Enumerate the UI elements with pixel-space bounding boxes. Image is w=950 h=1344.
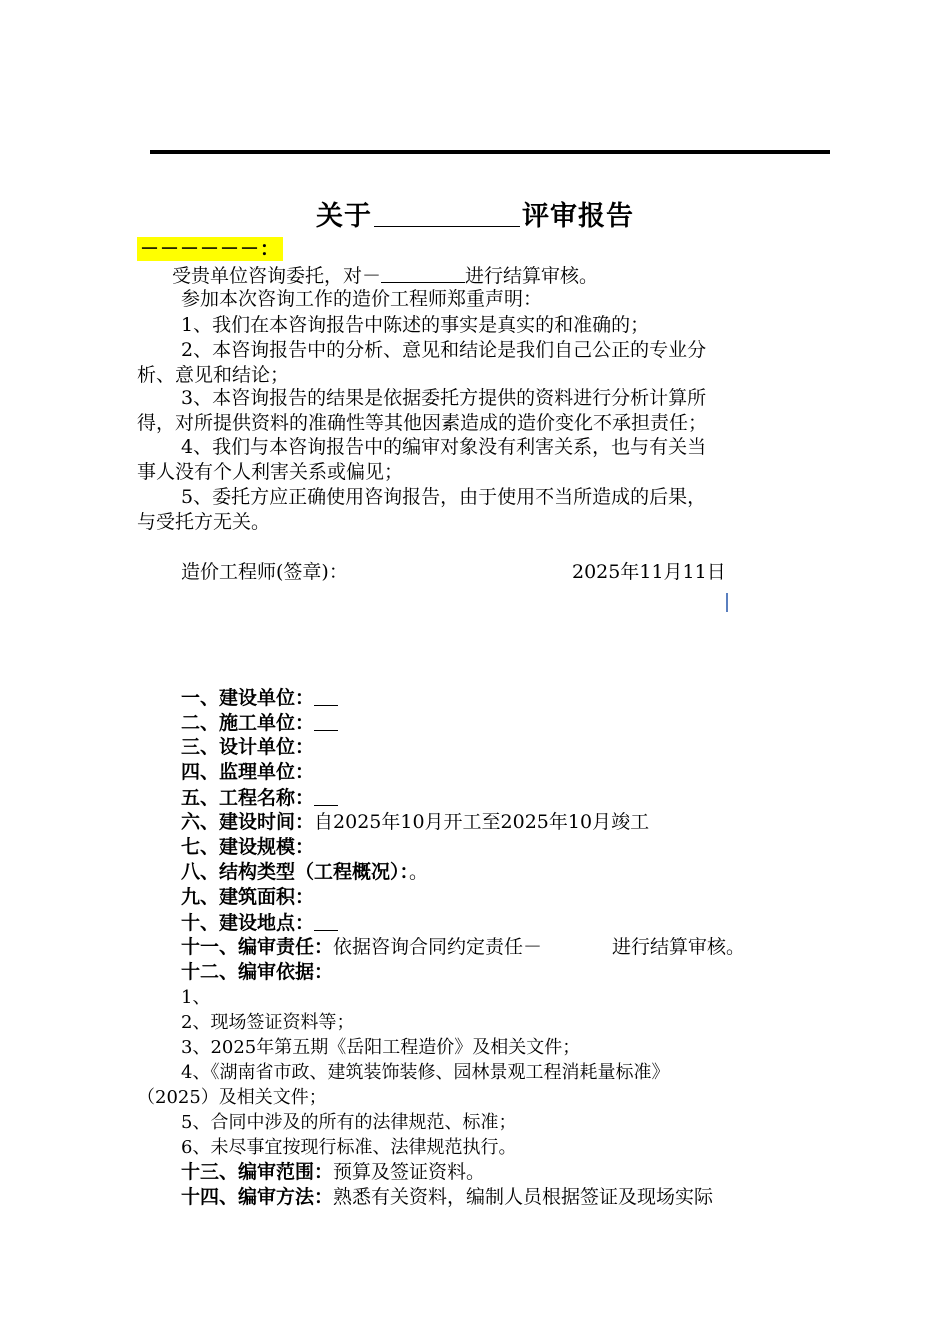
item-blank [314, 710, 338, 731]
declaration-4-line2: 事人没有个人利害关系或偏见； [137, 461, 404, 483]
item-responsibility [181, 935, 745, 960]
basis-6: 6、未尽事宜按现行标准、法律规范执行。 [181, 1137, 517, 1158]
basis-5: 5、合同中涉及的所有的法律规范、标准； [181, 1112, 517, 1133]
signature-date: 2025年11月11日 [572, 561, 726, 583]
text-cursor [726, 593, 728, 612]
basis-4-line2: （2025）及相关文件； [137, 1087, 327, 1108]
item-blank [314, 785, 338, 806]
item-label: 十一、编审责任： [181, 936, 334, 958]
item-scope [181, 1160, 485, 1185]
basis-4-line1: 4、《湖南省市政、建筑装饰装修、园林景观工程消耗量标准》 [181, 1062, 670, 1083]
item-value: 依据咨询合同约定责任－ [333, 936, 543, 958]
declaration-heading: 参加本次咨询工作的造价工程师郑重声明： [181, 288, 543, 310]
item-project-name [181, 785, 338, 811]
item-label: 二、施工单位： [181, 712, 315, 734]
item-label: 四、监理单位： [181, 761, 315, 783]
item-floor-area [181, 885, 314, 910]
item-value: 预算及签证资料。 [333, 1161, 486, 1183]
item-blank [314, 685, 338, 706]
item-label: 六、建设时间： [181, 811, 315, 833]
intro-paragraph [172, 262, 598, 289]
item-label: 十、建设地点： [181, 912, 315, 934]
item-scale [181, 835, 314, 860]
item-method [181, 1185, 713, 1210]
title-prefix: 关于 [316, 201, 372, 232]
item-design-unit [181, 735, 314, 760]
declaration-3-line2: 得，对所提供资料的准确性等其他因素造成的造价变化不承担责任； [137, 412, 708, 434]
item-label: 十二、编审依据： [181, 961, 334, 983]
declaration-2-line2: 析、意见和结论； [137, 364, 290, 386]
intro-after: 进行结算审核。 [465, 265, 599, 287]
intro-before: 受贵单位咨询委托，对－ [172, 265, 382, 287]
addressee-highlight: －－－－－－： [137, 237, 283, 261]
item-value-2: 进行结算审核。 [612, 936, 746, 958]
item-label: 十三、编审范围： [181, 1161, 334, 1183]
item-construction-unit [181, 685, 338, 711]
report-title [0, 194, 950, 233]
title-blank [374, 200, 520, 227]
item-label: 三、设计单位： [181, 736, 315, 758]
item-value: 熟悉有关资料，编制人员根据签证及现场实际 [333, 1186, 714, 1208]
declaration-5-line2: 与受托方无关。 [137, 511, 271, 533]
project-blank [381, 262, 465, 283]
item-label: 五、工程名称： [181, 787, 315, 809]
item-label: 八、结构类型（工程概况）： [181, 861, 410, 883]
signature-label: 造价工程师(签章)： [181, 561, 348, 583]
item-contractor [181, 710, 338, 736]
header-rule [150, 150, 830, 154]
item-blank [314, 910, 338, 931]
basis-3: 3、2025年第五期《岳阳工程造价》及相关文件； [181, 1037, 581, 1058]
declaration-1: 1、我们在本咨询报告中陈述的事实是真实的和准确的； [181, 314, 650, 336]
title-suffix: 评审报告 [522, 201, 634, 232]
item-basis [181, 960, 333, 985]
item-supervision-unit [181, 760, 314, 785]
declaration-4-line1: 4、我们与本咨询报告中的编审对象没有利害关系，也与有关当 [181, 436, 707, 458]
declaration-2-line1: 2、本咨询报告中的分析、意见和结论是我们自己公正的专业分 [181, 339, 707, 361]
basis-1: 1、 [181, 987, 211, 1008]
item-construction-time [181, 810, 649, 835]
declaration-5-line1: 5、委托方应正确使用咨询报告，由于使用不当所造成的后果， [181, 486, 707, 508]
item-label: 七、建设规模： [181, 836, 315, 858]
item-label: 九、建筑面积： [181, 886, 315, 908]
item-location [181, 910, 338, 936]
declaration-3-line1: 3、本咨询报告的结果是依据委托方提供的资料进行分析计算所 [181, 387, 707, 409]
item-structure-type [181, 860, 428, 885]
basis-2: 2、现场签证资料等； [181, 1012, 355, 1033]
item-value: 自2025年10月开工至2025年10月竣工 [314, 811, 650, 833]
item-value: 。 [409, 861, 429, 883]
item-label: 一、建设单位： [181, 687, 315, 709]
item-label: 十四、编审方法： [181, 1186, 334, 1208]
